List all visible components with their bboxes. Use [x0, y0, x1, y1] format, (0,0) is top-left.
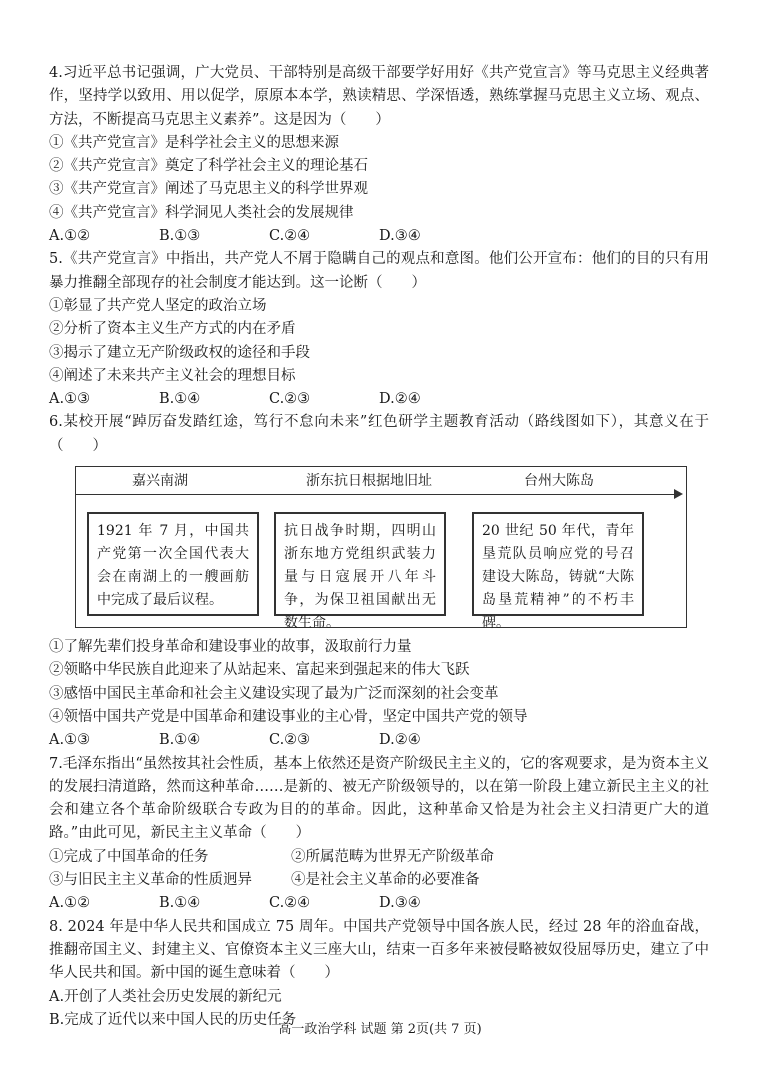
- q4-option-c: C.②④: [269, 228, 311, 245]
- q7-option-a: A.①②: [49, 895, 91, 912]
- q7-items-row-2: [49, 869, 709, 892]
- q5-option-a: A.①③: [49, 391, 91, 408]
- q6-option-a: A.①③: [49, 732, 91, 749]
- q6-item: ④领悟中国共产党是中国革命和建设事业的主心骨，坚定中国共产党的领导: [49, 708, 528, 725]
- q6-item: ③感悟中国民主革命和社会主义建设实现了最为广泛而深刻的社会变革: [49, 685, 499, 702]
- q4-item: ③《共产党宣言》阐述了马克思主义的科学世界观: [49, 181, 368, 198]
- q6-item: ②领略中华民族自此迎来了从站起来、富起来到强起来的伟大飞跃: [49, 662, 470, 679]
- q5-item: ④阐述了未来共产主义社会的理想目标: [49, 367, 296, 384]
- q7-item: ②所属范畴为世界无产阶级革命: [291, 848, 494, 865]
- q7-option-b: B.①④: [159, 895, 201, 912]
- route-place-zhedong: 浙东抗日根据地旧址: [306, 473, 432, 490]
- route-arrow-line: [76, 494, 676, 495]
- q4-options: [49, 225, 709, 248]
- q6-options: [49, 729, 709, 752]
- q8-stem: 8. 2024 年是中华人民共和国成立 75 周年。中国共产党领导中国各族人民，经过 28 年的浴血奋战，推翻帝国主义、封建主义、官僚资本主义三座大山，结束一百多年来被侵略被奴役屈辱历史，建立了中华人民共和国。新中国的诞生意味着（ ）: [49, 918, 709, 982]
- q8-option-b: B.完成了近代以来中国人民的历史任务: [49, 1011, 297, 1028]
- route-box-dachen: 20 世纪 50 年代，青年垦荒队员响应党的号召建设大陈岛，铸就“大陈岛垦荒精神”的不朽丰碑。: [472, 512, 644, 616]
- route-place-jiaxing: 嘉兴南湖: [132, 473, 188, 490]
- q5-option-c: C.②③: [269, 391, 311, 408]
- q4-item: ①《共产党宣言》是科学社会主义的思想来源: [49, 134, 339, 151]
- q7-item: ④是社会主义革命的必要准备: [291, 872, 480, 889]
- q4-item: ②《共产党宣言》奠定了科学社会主义的理论基石: [49, 158, 368, 175]
- q6-option-c: C.②③: [269, 732, 311, 749]
- q5-option-b: B.①④: [159, 391, 201, 408]
- page-footer: 高一政治学科 试题 第 2页(共 7 页): [278, 1022, 482, 1037]
- q5-item: ①彰显了共产党人坚定的政治立场: [49, 297, 267, 314]
- q4-option-a: A.①②: [49, 228, 91, 245]
- q6-option-d: D.②④: [379, 732, 421, 749]
- route-box-zhedong: 抗日战争时期，四明山浙东地方党组织武装力量与日寇展开八年斗争，为保卫祖国献出无数生命。: [274, 512, 446, 616]
- q4-stem: 4.习近平总书记强调，广大党员、干部特别是高级干部要学好用好《共产党宣言》等马克思主义经典著作，坚持学以致用、用以促学，原原本本学，熟读精思、学深悟透，熟练掌握马克思主义立场、观点、方法，不断提高马克思主义素养”。这是因为（ ）: [49, 65, 709, 128]
- q7-item: ③与旧民主主义革命的性质迥异: [49, 872, 252, 889]
- q7-option-c: C.②④: [269, 895, 311, 912]
- q4-option-d: D.③④: [379, 228, 421, 245]
- route-arrow-head-icon: [674, 489, 683, 499]
- q6-stem: 6.某校开展“踔厉奋发踏红途，笃行不怠向未来”红色研学主题教育活动（路线图如下），其意义在于（ ）: [49, 414, 709, 454]
- q7-stem: 7.毛泽东指出“虽然按其社会性质，基本上依然还是资产阶级民主主义的，它的客观要求，是为资本主义的发展扫清道路，然而这种革命……是新的、被无产阶级领导的，以在第一阶段上建立新民主主义的社会和建立各个革命阶级联合专政为目的的革命。因此，这种革命又恰是为社会主义扫清更广大的道路。”由此可见，新民主主义革命（ ）: [49, 755, 709, 842]
- q7-option-d: D.③④: [379, 895, 421, 912]
- route-box-jiaxing: 1921 年 7 月，中国共产党第一次全国代表大会在南湖上的一艘画舫中完成了最后议程。: [87, 512, 259, 616]
- q7-items-row-1: [49, 846, 709, 869]
- q5-item: ②分析了资本主义生产方式的内在矛盾: [49, 321, 296, 338]
- route-place-dachen: 台州大陈岛: [524, 473, 594, 490]
- q5-option-d: D.②④: [379, 391, 421, 408]
- q7-options: [49, 892, 709, 915]
- q7-item: ①完成了中国革命的任务: [49, 848, 209, 865]
- q6-option-b: B.①④: [159, 732, 201, 749]
- q4-option-b: B.①③: [159, 228, 201, 245]
- q4-item: ④《共产党宣言》科学洞见人类社会的发展规律: [49, 204, 354, 221]
- q6-item: ①了解先辈们投身革命和建设事业的故事，汲取前行力量: [49, 639, 412, 656]
- q8-option-a: A.开创了人类社会历史发展的新纪元: [49, 988, 282, 1005]
- q5-options: [49, 388, 709, 411]
- route-diagram: [75, 466, 687, 632]
- q5-item: ③揭示了建立无产阶级政权的途径和手段: [49, 344, 310, 361]
- q5-stem: 5.《共产党宣言》中指出，共产党人不屑于隐瞒自己的观点和意图。他们公开宣布：他们的目的只有用暴力推翻全部现存的社会制度才能达到。这一论断（ ）: [49, 251, 709, 291]
- exam-page: [49, 62, 709, 1032]
